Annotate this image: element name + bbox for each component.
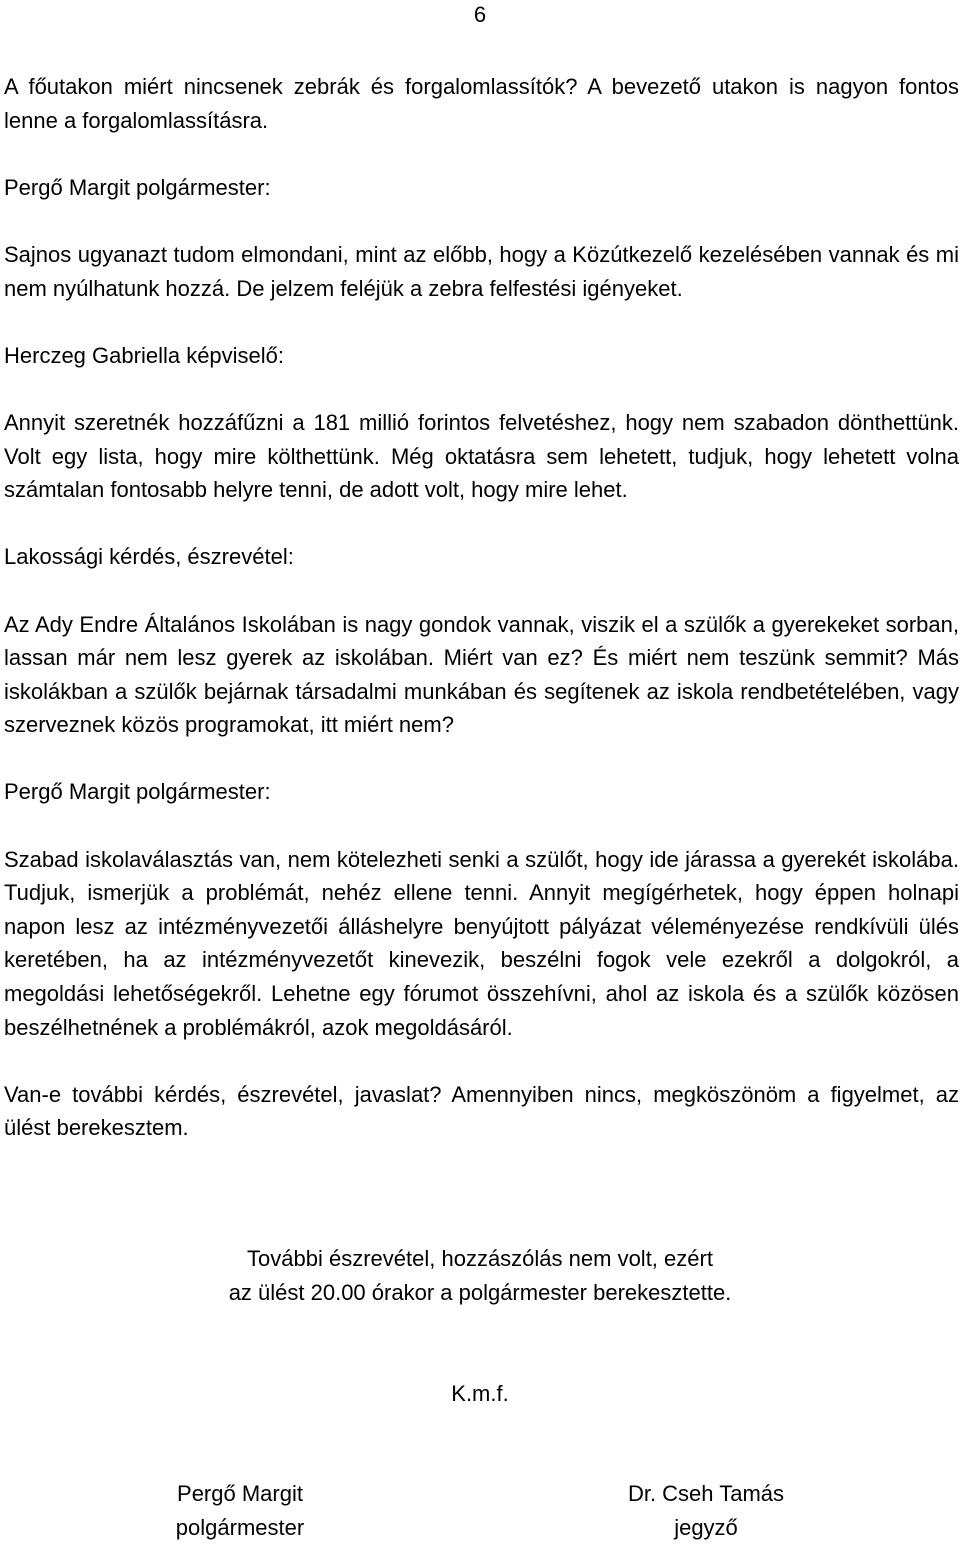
speaker-label: Herczeg Gabriella képviselő: [4, 342, 285, 368]
section-label: Lakossági kérdés, észrevétel: [4, 544, 294, 570]
document-body [4, 70, 959, 1145]
speaker-label: Pergő Margit polgármester: [4, 174, 271, 200]
comment-paragraph: Annyit szeretnék hozzáfűzni a 181 millió forintos felvetéshez, hogy nem szabadon dönthettünk. Volt egy lista, hogy mire költhettünk. Még oktatásra sem lehetett, tudjuk, hogy lehetett volna számtalan fontosabb helyre tenni, de adott volt, hogy mire lehet. [4, 409, 959, 503]
speaker-label: Pergő Margit polgármester: [4, 779, 271, 805]
kmf-mark: K.m.f. [451, 1381, 509, 1406]
answer-paragraph: Szabad iskolaválasztás van, nem kötelezheti senki a szülőt, hogy ide járassa a gyerekét iskolába. Tudjuk, ismerjük a problémát, nehéz ellene tenni. Annyit megígérhetek, hogy éppen holnapi napon lesz az intézményvezetői álláshelyre benyújtott pályázat véleményezése rendkívüli ülés keretében, ha az intézményvezetőt kinevezik, beszélni fogok vele ezekről a dolgokról, a megoldási lehetőségekről. Lehetne egy fórumot összehívni, ahol az iskola és a szülők közösen beszélhetnének a problémákról, azok megoldásáról. [4, 846, 959, 1040]
closing-statement [0, 1242, 960, 1309]
answer-paragraph: Sajnos ugyanazt tudom elmondani, mint az előbb, hogy a Közútkezelő kezelésében vannak és mi nem nyúlhatunk hozzá. De jelzem feléjük a zebra felfestési igényeket. [4, 241, 959, 301]
signature-left [140, 1477, 340, 1545]
closing-line-1: További észrevétel, hozzászólás nem volt, ezért [247, 1246, 713, 1271]
question-paragraph: Az Ady Endre Általános Iskolában is nagy gondok vannak, viszik el a szülők a gyerekeket sorban, lassan már nem lesz gyerek az iskolában. Miért van ez? És miért nem teszünk semmit? Más iskolákban a szülők bejárnak társadalmi munkában és segítenek az iskola rendbetételében, vagy szerveznek közös programokat, itt miért nem? [4, 611, 959, 738]
signature-left-name: Pergő Margit [177, 1481, 303, 1506]
signature-right [596, 1477, 816, 1545]
signature-left-title: polgármester [175, 1515, 305, 1540]
closing-question-paragraph: Van-e további kérdés, észrevétel, javaslat? Amennyiben nincs, megköszönöm a figyelmet, az ülést berekesztem. [4, 1081, 959, 1141]
question-paragraph: A főutakon miért nincsenek zebrák és forgalomlassítók? A bevezető utakon is nagyon fontos lenne a forgalomlassításra. [4, 74, 959, 133]
signature-right-title: jegyző [674, 1515, 738, 1540]
signature-right-name: Dr. Cseh Tamás [627, 1481, 785, 1506]
closing-line-2: az ülést 20.00 órakor a polgármester berekesztette. [228, 1279, 732, 1305]
page-number: 6 [473, 2, 487, 27]
